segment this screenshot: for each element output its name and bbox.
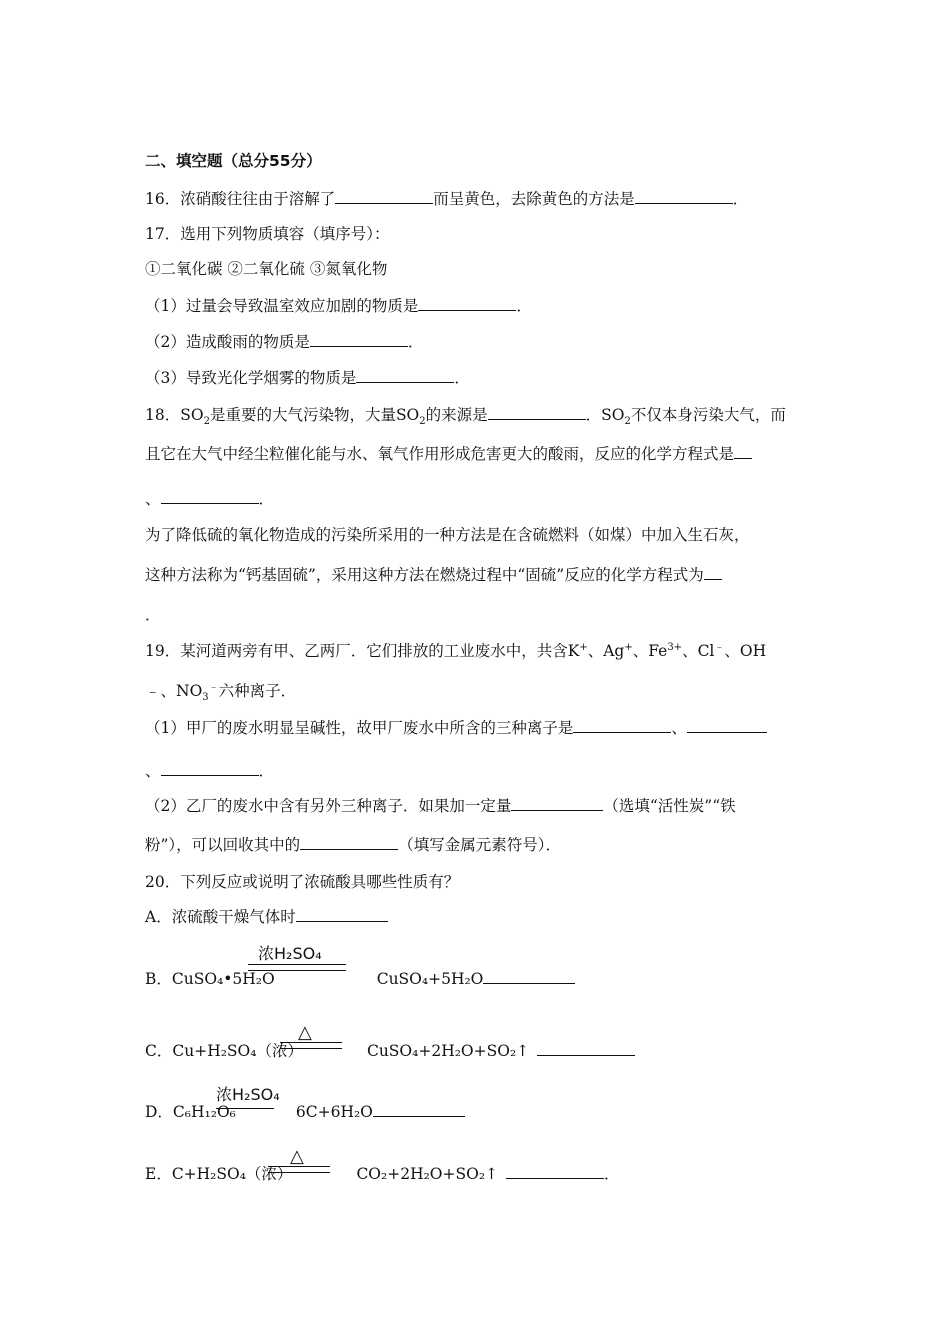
equation-right: CuSO₄+5H₂O	[376, 970, 484, 988]
question-20-option-d	[145, 1102, 465, 1122]
answer-blank[interactable]	[687, 718, 767, 733]
answer-blank[interactable]	[511, 796, 603, 811]
q19-text: 、Cl	[682, 642, 715, 660]
equation-left: E．C+H₂SO₄（浓）	[145, 1165, 293, 1183]
q18-text: ．	[258, 490, 275, 508]
answer-blank[interactable]	[373, 1102, 465, 1117]
question-17-part-3	[145, 368, 470, 388]
equation-left: B．CuSO₄•5H₂O	[145, 970, 275, 988]
answer-blank[interactable]	[335, 189, 433, 204]
subscript: 2	[624, 416, 631, 428]
answer-blank[interactable]	[418, 296, 516, 311]
superscript: ﹣	[714, 641, 725, 653]
answer-blank[interactable]	[161, 489, 259, 504]
question-20-option-c	[145, 1041, 635, 1061]
superscript: ﹣	[208, 681, 219, 693]
q18-text: 且它在大气中经尘粒催化能与水、氧气作用形成危害更大的酸雨，反应的化学方程式是	[145, 445, 735, 463]
question-16	[145, 189, 748, 209]
q16-text-a: 16．浓硝酸往往由于溶解了	[145, 190, 336, 208]
reaction-condition: △	[290, 1146, 304, 1167]
question-20-stem: 20．下列反应或说明了浓硫酸具哪些性质有？	[145, 873, 460, 891]
equation-right: 6C+6H₂O	[295, 1103, 373, 1121]
question-17-part-1	[145, 296, 532, 316]
reaction-condition: 浓H₂SO₄	[258, 944, 322, 963]
question-19-line-2	[145, 681, 297, 704]
q19-text: ﹣	[145, 682, 161, 700]
question-19-line-1	[145, 641, 766, 661]
answer-blank[interactable]	[300, 835, 398, 850]
q19-text: （选填“活性炭”“铁	[603, 797, 736, 815]
equation-right: CuSO₄+2H₂O+SO₂↑	[366, 1042, 530, 1060]
q18-text: 是重要的大气污染物，大量SO	[209, 406, 420, 424]
q18-text: ．SO	[585, 406, 625, 424]
q19-text: 、	[671, 719, 687, 737]
q16-text-b: 而呈黄色，去除黄色的方法是	[433, 190, 635, 208]
q17-p1-end: ．	[516, 297, 532, 315]
q20-text: ．	[604, 1165, 620, 1183]
question-19-part-1-cont	[145, 761, 274, 781]
question-18-line-6: ．	[145, 606, 161, 624]
q20-text: A．浓硫酸干燥气体时	[145, 908, 296, 926]
answer-blank[interactable]	[483, 969, 575, 984]
question-17-stem: 17．选用下列物质填容（填序号）：	[145, 225, 390, 243]
q18-text: 、	[145, 490, 161, 508]
q19-text: （填写金属元素符号）．	[398, 836, 561, 854]
answer-blank[interactable]	[488, 405, 586, 420]
question-18-line-3	[145, 489, 274, 509]
q17-p2-end: ．	[407, 333, 424, 351]
reaction-condition: △	[298, 1022, 312, 1043]
q19-text: 、OH	[724, 642, 767, 660]
answer-blank[interactable]	[161, 761, 259, 776]
q19-text: 、NO	[160, 682, 203, 700]
answer-blank[interactable]	[537, 1041, 635, 1056]
q19-text: 、Ag	[587, 642, 625, 660]
subscript: 3	[202, 692, 209, 704]
equation-left: C．Cu+H₂SO₄（浓）	[145, 1042, 303, 1060]
q19-text: 粉”），可以回收其中的	[145, 836, 301, 854]
q17-p3-text: （3）导致光化学烟雾的物质是	[145, 369, 357, 387]
question-20-option-b	[145, 969, 575, 989]
equation-right: CO₂+2H₂O+SO₂↑	[356, 1165, 499, 1183]
question-18-line-2	[145, 444, 752, 464]
question-19-part-1	[145, 718, 767, 738]
q18-text: 的来源是	[425, 406, 488, 424]
subscript: 2	[203, 416, 210, 428]
question-20-option-a	[145, 907, 388, 927]
answer-blank[interactable]	[635, 189, 733, 204]
reaction-arrow	[216, 1108, 274, 1109]
equals-sign	[268, 1166, 330, 1173]
question-20-option-e	[145, 1164, 620, 1184]
q19-text: （2）乙厂的废水中含有另外三种离子．如果加一定量	[145, 797, 512, 815]
question-19-part-2-cont	[145, 835, 561, 855]
q19-text: （1）甲厂的废水明显呈碱性，故甲厂废水中所含的三种离子是	[145, 719, 574, 737]
reaction-condition: 浓H₂SO₄	[216, 1085, 280, 1104]
q18-text: 不仅本身污染大气，而	[630, 406, 786, 424]
question-18-line-4: 为了降低硫的氧化物造成的污染所采用的一种方法是在含硫燃料（如煤）中加入生石灰，	[145, 526, 750, 544]
q19-text: ．	[258, 762, 275, 780]
superscript: 3+	[667, 641, 683, 653]
superscript: +	[624, 641, 633, 653]
question-19-part-2	[145, 796, 736, 816]
equation-left: D．C₆H₁₂O₆	[145, 1103, 236, 1121]
q18-text: 18．SO	[145, 406, 204, 424]
answer-blank[interactable]	[704, 565, 722, 580]
q19-text: 19．某河道两旁有甲、乙两厂．它们排放的工业废水中，共含K	[145, 642, 580, 660]
q18-text: 这种方法称为“钙基固硫”，采用这种方法在燃烧过程中“固硫”反应的化学方程式为	[145, 566, 704, 584]
question-18-line-1	[145, 405, 786, 428]
subscript: 2	[419, 416, 426, 428]
answer-blank[interactable]	[310, 332, 408, 347]
equals-sign	[248, 964, 346, 971]
q16-end: ．	[732, 190, 749, 208]
q17-p3-end: ．	[454, 369, 470, 387]
question-17-part-2	[145, 332, 423, 352]
answer-blank[interactable]	[296, 907, 388, 922]
q17-p2-text: （2）造成酸雨的物质是	[145, 333, 310, 351]
section-title: 二、填空题（总分55分）	[145, 152, 322, 170]
answer-blank[interactable]	[356, 368, 454, 383]
superscript: +	[579, 641, 588, 653]
answer-blank[interactable]	[734, 444, 752, 459]
q17-p1-text: （1）过量会导致温室效应加剧的物质是	[145, 297, 419, 315]
q19-text: 、	[145, 762, 161, 780]
answer-blank[interactable]	[573, 718, 671, 733]
answer-blank[interactable]	[506, 1164, 604, 1179]
question-18-line-5	[145, 565, 722, 585]
q19-text: 、Fe	[632, 642, 668, 660]
equals-sign	[280, 1042, 342, 1049]
question-17-options: ①二氧化碳 ②二氧化硫 ③氮氧化物	[145, 260, 388, 278]
q19-text: 六种离子．	[218, 682, 297, 700]
